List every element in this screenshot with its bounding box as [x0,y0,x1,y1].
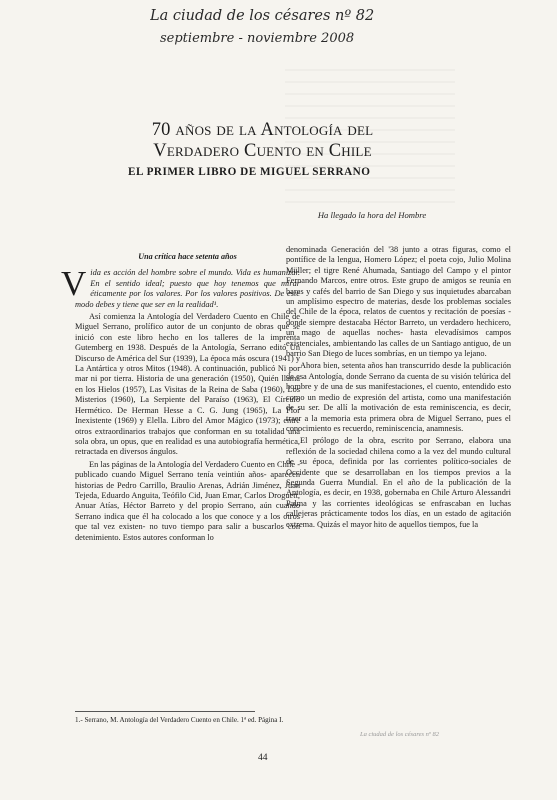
article-title [100,120,425,162]
body-paragraph: denominada Generación del '38 junto a otras figuras, como el pontífice de la lengua, Homero López; el poeta cojo, Julio Molina Müller; el tigre René Ahumada, Santiago del Campo y el pintor Fernando Marcos, entre otros. Este grupo de amigos se reunía en bares y cafés del barrio de San Diego y sus inquietudes abarcaban un amplísimo espectro de materias, desde los problemas sociales del Chile de la época, relatos de cuentos y recitación de poesías -donde siempre destacaba Héctor Barreto, un verdadero hechicero, un mago de aquellas noches- hasta elevadísimos campos existenciales, ambientando las calles de un Santiago antiguo, de un barrio San Diego de luces sombrías, en un tiempo ya lejano. [286,245,511,359]
section-kicker: Una crítica hace setenta años [138,252,237,261]
left-column [61,252,300,545]
article-title-line-1: 70 años de la Antología del [151,120,374,140]
opening-quote: ida es acción del hombre sobre el mundo. Vida es humanizar. En el sentido ideal; puesto que hoy tenemos que mirar éticamente por los valores. Por los valores positivos. De este modo debes y tiene que ser en la realidad¹. [75,268,300,309]
body-paragraph: Ahora bien, setenta años han transcurrido desde la publicación de esa Antología, donde Serrano da cuenta de su visión telúrica del hombre y de una de sus manifestaciones, el cuento, entendido esto como un medio de expresión del artista, como una manifestación de su ser. De allí la motivación de esta reminiscencia, es decir, traer a la memoria esta primera obra de Miguel Serrano, pues el conocimiento es recuerdo, reminiscencia, anamnesis. [286,361,511,433]
article-subtitle: EL PRIMER LIBRO DE MIGUEL SERRANO [128,166,371,178]
epigraph: Ha llegado la hora del Hombre [317,210,427,220]
opening-quote-paragraph [61,264,300,310]
handwritten-note-line-1: La ciudad de los césares nº 82 [150,8,375,24]
body-paragraph: Así comienza la Antología del Verdadero Cuento en Chile de Miguel Serrano, prolífico autor de un conjunto de obras que se inició con este libro hecho en los talleres de la imprenta Gutemberg en 1938. Después de la Antología, Serrano editó Un Discurso de América del Sur (1939), La época más oscura (1941) y La Antártica y otros Mitos (1948). A continuación, publicó Ni por mar ni por tierra. Historia de una generación (1950), Quién llama en los Hielos (1957), Las Visitas de la Reina de Saba (1960), Los Misterios (1960), La Serpiente del Paraíso (1963), El Círculo Hermético. De Herman Hesse a C. G. Jung (1965), La Flor Inexistente (1969) y Elella. Libro del Amor Mágico (1973); entre otros extraordinarios trabajos que conforman en su totalidad una sola obra, un opus, que en realidad es una autobiografía hermética, retractada en diversos ángulos. [75,312,300,457]
right-column [286,245,511,532]
footnote: 1.- Serrano, M. Antología del Verdadero Cuento en Chile. 1ª ed. Página I. [75,716,284,724]
body-paragraph: El prólogo de la obra, escrito por Serrano, elabora una reflexión de la sociedad chilena como a la vez del mundo cultural de su época, definida por las corrientes político-sociales de Occidente que se desarrollaban en los tiempos previos a la Segunda Guerra Mundial. En el año de la publicación de la Antología, es decir, en 1938, gobernaba en Chile Arturo Alessandri Palma y las corrientes ideológicas se enfrascaban en luchas callejeras prácticamente todos los días, en un estado de agitación extrema. Quizás el mayor hito de aquellos tiempos, fue la [286,436,511,529]
article-header [100,120,425,178]
footnote-divider [75,711,255,712]
article-title-line-2: Verdadero Cuento en Chile [153,141,372,161]
page-number: 44 [258,753,268,763]
handwritten-note-line-2: septiembre - noviembre 2008 [160,31,355,46]
running-footer: La ciudad de los césares nº 82 [360,731,440,738]
body-paragraph: En las páginas de la Antología del Verdadero Cuento en Chile -publicado cuando Miguel Serrano tenía veintiún años- aparecen historias de Pedro Carrillo, Braulio Arenas, Adrián Jiménez, Juan Tejeda, Eduardo Anguita, Teófilo Cid, Juan Emar, Carlos Droguett, Anuar Atías, Héctor Barreto y del propio Serrano, aún cuando Serrano indica que él ha colocado a los que conoce y a los otros que tal vez existen- no tuvo tiempo para salir a buscarlos con detenimiento. Estos autores conforman lo [75,459,300,542]
drop-cap: V [61,264,87,304]
